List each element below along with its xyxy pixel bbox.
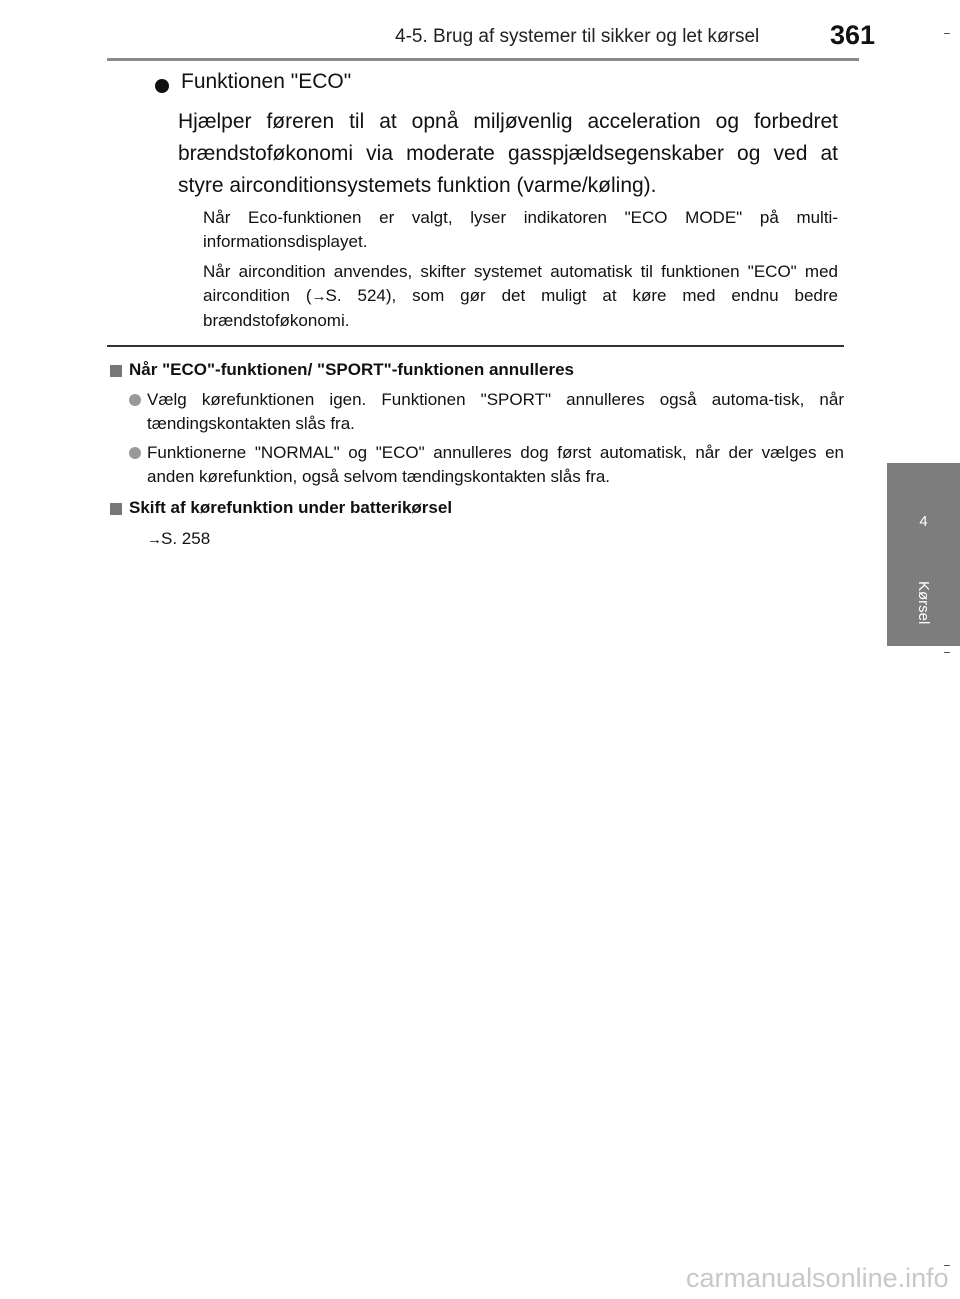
watermark: carmanualsonline.info [686,1263,949,1293]
chapter-tab [887,463,960,646]
arrow-right-icon: → [311,288,326,305]
chapter-number: 4 [919,513,928,530]
page-number: 361 [830,20,876,50]
header-rule [107,58,859,61]
info-heading-cancel: Når "ECO"-funktionen/ "SPORT"-funktionen annulleres [129,360,574,379]
section-divider [107,345,844,347]
square-bullet-icon [110,503,122,515]
arrow-right-icon: → [147,531,161,548]
crop-mark-mid-right [944,652,950,653]
battery-page-ref-text[interactable]: S. 258 [161,529,211,548]
info-heading-battery: Skift af kørefunktion under batterikørsel [129,498,453,517]
section-title: 4-5. Brug af systemer til sikker og let kørsel [395,26,760,47]
eco-note-indicator: Når Eco-funktionen er valgt, lyser indikatoren "ECO MODE" på multi-informationsdisplayet. [203,208,838,251]
bullet-dot-icon [129,394,141,406]
eco-description: Hjælper føreren til at opnå miljøvenlig acceleration og forbedret brændstoføkonomi via moderate gasspjældsegenskaber og ved at styre airconditionsystemets funktion (varme/køling). [178,110,838,197]
info-bullet-normal-eco: Funktionerne "NORMAL" og "ECO" annulleres dog først automatisk, når der vælges en anden kørefunktion, også selvom tændingskontakten slås fra. [147,443,844,486]
bullet-dot-icon [155,79,169,93]
battery-page-ref[interactable] [147,527,844,552]
crop-mark-top [944,33,950,34]
eco-heading: Funktionen "ECO" [181,70,352,93]
eco-note-aircon [203,260,838,333]
info-bullet-sport: Vælg kørefunktionen igen. Funktionen "SPORT" annulleres også automa-tisk, når tændingskontakten slås fra. [147,390,844,433]
eco-note-aircon-start: Når aircondition anvendes, skifter systemet automatisk til funktionen "ECO" med aircondition ( [203,262,838,305]
eco-note-aircon-ref[interactable]: S. 524), som gør det muligt at køre med endnu bedre brændstoføkonomi. [203,286,838,330]
square-bullet-icon [110,365,122,377]
bullet-dot-icon [129,447,141,459]
chapter-label: Kørsel [915,581,932,625]
